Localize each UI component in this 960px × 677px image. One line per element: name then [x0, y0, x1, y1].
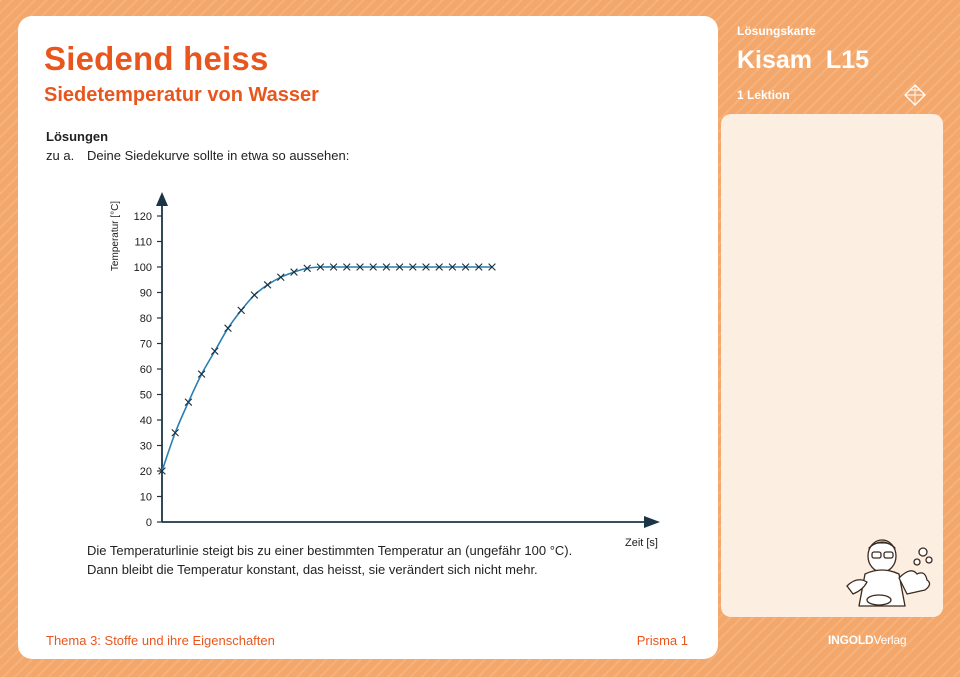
footer-theme: Thema 3: Stoffe und ihre Eigenschaften — [46, 633, 275, 648]
y-tick-label: 30 — [139, 440, 152, 453]
caption — [87, 541, 707, 579]
boiling-curve-chart — [78, 174, 678, 549]
y-tick-label: 60 — [139, 364, 152, 376]
y-tick-label: 90 — [139, 287, 152, 300]
x-axis-arrow-icon — [644, 516, 660, 528]
y-tick-label: 100 — [133, 262, 152, 274]
data-point — [277, 274, 284, 281]
scientist-mascot-icon — [837, 534, 937, 614]
y-tick-label: 110 — [134, 236, 152, 249]
footer-book: Prisma 1 — [636, 633, 688, 648]
card-type-label: Lösungskarte — [737, 24, 816, 38]
lesson-duration: 1 Lektion — [737, 88, 790, 102]
intro-text: Deine Siedekurve sollte in etwa so aussehen: — [87, 148, 350, 163]
publisher-name-bold: INGOLD — [828, 633, 874, 647]
y-tick-label: 40 — [139, 415, 152, 427]
y-tick-label: 20 — [139, 466, 152, 478]
y-axis-arrow-icon — [156, 192, 168, 206]
data-point — [251, 292, 258, 299]
data-point — [185, 399, 192, 406]
y-tick-label: 70 — [139, 338, 152, 351]
page-subtitle: Siedetemperatur von Wasser — [44, 84, 319, 106]
y-tick-label: 120 — [133, 211, 152, 223]
y-axis-label: Temperatur [°C] — [110, 200, 121, 272]
data-point — [264, 281, 271, 288]
data-point — [225, 325, 232, 332]
y-tick-label: 10 — [139, 491, 152, 504]
section-heading: Lösungen — [46, 129, 109, 144]
data-point — [172, 429, 179, 436]
card-code: Kisam L15 — [737, 46, 870, 74]
series-line — [162, 267, 492, 471]
caption-line-1: Die Temperaturlinie steigt bis zu einer bestimmten Temperatur an (ungefähr 100 °C). — [87, 543, 573, 558]
part-label: zu a. — [46, 148, 75, 163]
side-bar — [718, 0, 960, 677]
caption-line-2: Dann bleibt die Temperatur konstant, das heisst, sie verändert sich nicht mehr. — [87, 562, 538, 577]
solution-card — [18, 16, 718, 659]
page-title: Siedend heiss — [44, 40, 269, 77]
y-tick-label: 0 — [145, 517, 152, 529]
data-point — [211, 348, 218, 355]
publisher-logo — [828, 633, 906, 647]
diamond-icon — [904, 84, 926, 106]
x-axis-label: Zeit [s] — [624, 537, 658, 549]
data-point — [238, 307, 245, 314]
y-tick-label: 80 — [139, 313, 152, 325]
side-panel — [721, 114, 943, 617]
publisher-name-rest: Verlag — [873, 633, 907, 647]
data-point — [198, 371, 205, 378]
y-tick-label: 50 — [139, 389, 152, 402]
